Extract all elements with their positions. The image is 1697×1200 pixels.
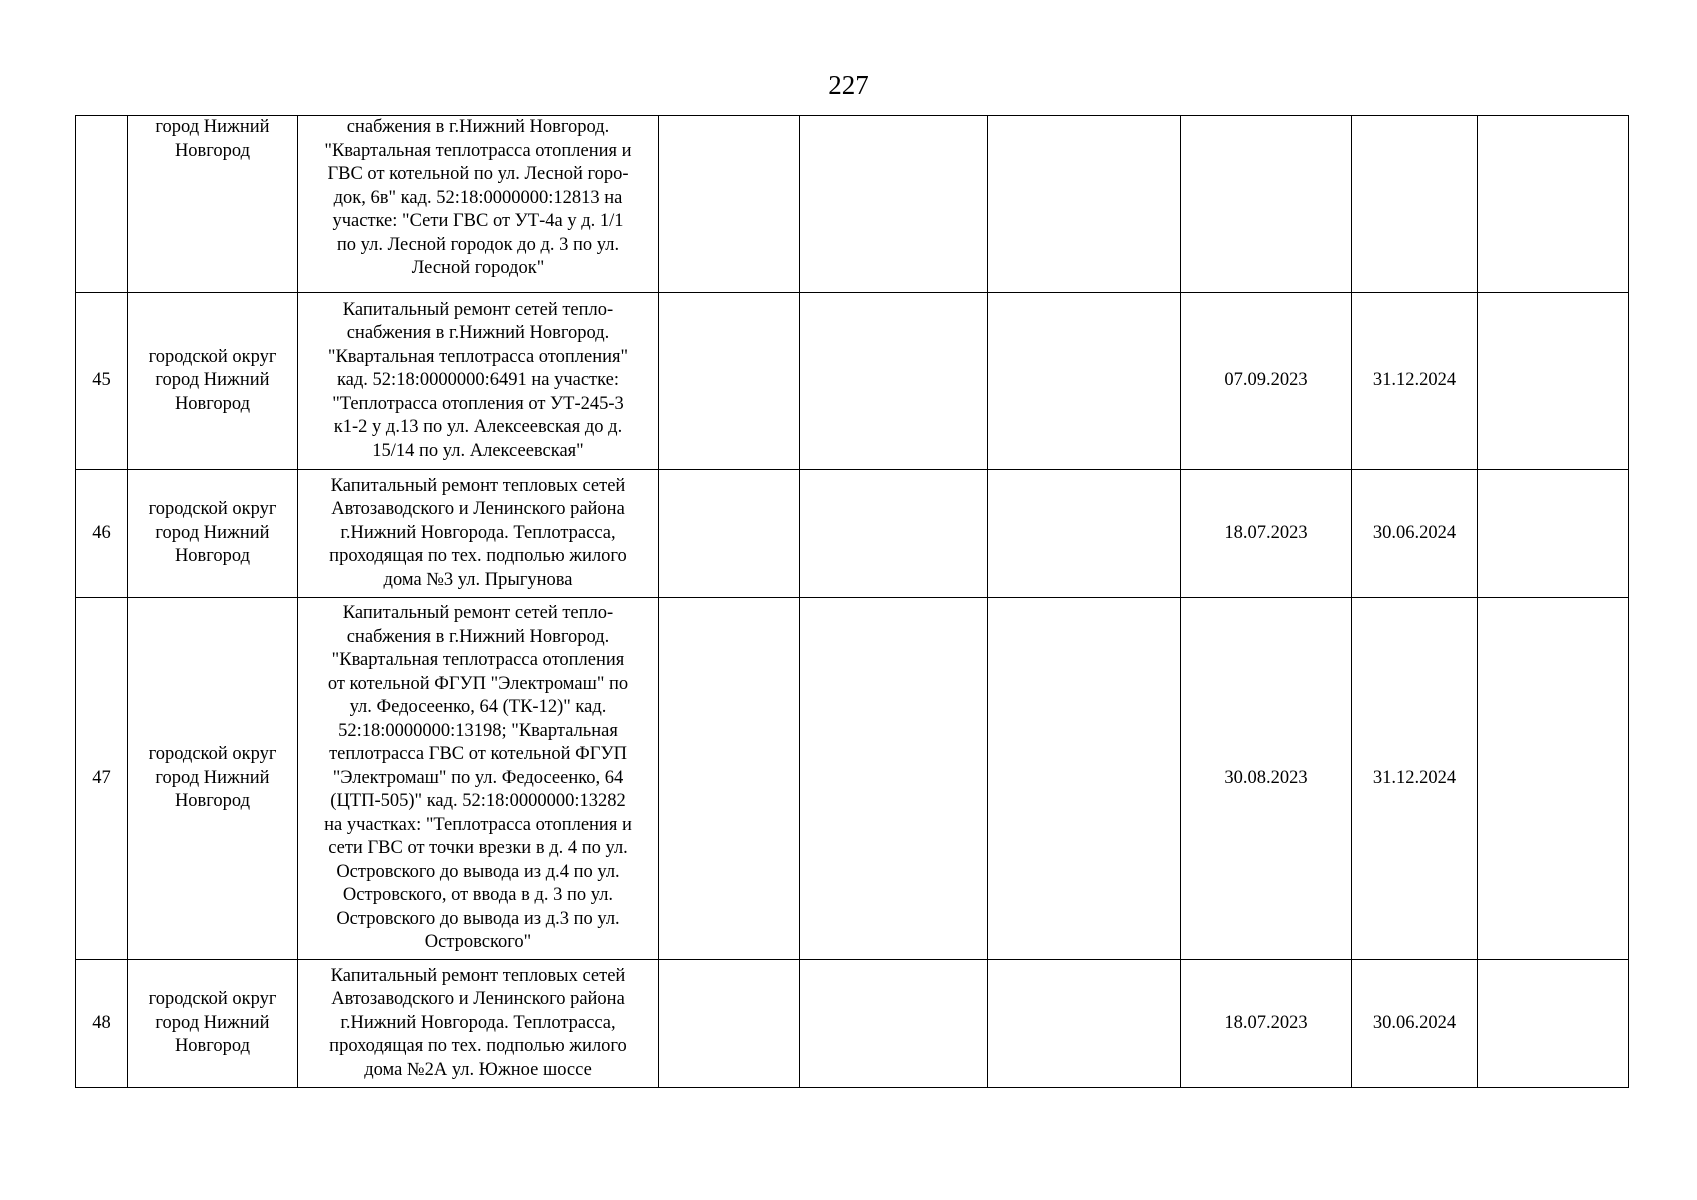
- municipality-cell: город Нижний Новгород: [128, 116, 298, 293]
- start-date-cell: 18.07.2023: [1181, 470, 1352, 598]
- description-cell: Капитальный ремонт тепловых сетей Автозаводского и Ленинского района г.Нижний Новгорода. Теплотрасса, проходящая по тех. подполью жилого дома №2А ул. Южное шоссе: [298, 960, 659, 1088]
- empty-cell: [800, 598, 988, 960]
- empty-cell: [659, 116, 800, 293]
- municipality-cell: городской округ город Нижний Новгород: [128, 960, 298, 1088]
- description-cell: Капитальный ремонт сетей тепло- снабжения в г.Нижний Новгород. "Квартальная теплотрасса отопления" кад. 52:18:0000000:6491 на участке: "Теплотрасса отопления от УТ-245-3 к1-2 у д.13 по ул. Алексеевская до д. 15/14 по ул. Алексеевская": [298, 293, 659, 470]
- empty-cell: [1478, 598, 1629, 960]
- empty-cell: [659, 293, 800, 470]
- empty-cell: [988, 293, 1181, 470]
- empty-cell: [1478, 293, 1629, 470]
- end-date-cell: [1352, 116, 1478, 293]
- row-number: 48: [76, 960, 128, 1088]
- municipality-cell: городской округ город Нижний Новгород: [128, 470, 298, 598]
- description-cell: снабжения в г.Нижний Новгород. "Квартальная теплотрасса отопления и ГВС от котельной по ул. Лесной горо- док, 6в" кад. 52:18:0000000:12813 на участке: "Сети ГВС от УТ-4а у д. 1/1 по ул. Лесной городок до д. 3 по ул. Лесной городок": [298, 116, 659, 293]
- empty-cell: [800, 470, 988, 598]
- empty-cell: [988, 960, 1181, 1088]
- end-date-cell: 31.12.2024: [1352, 293, 1478, 470]
- start-date-cell: 18.07.2023: [1181, 960, 1352, 1088]
- start-date-cell: 07.09.2023: [1181, 293, 1352, 470]
- empty-cell: [800, 116, 988, 293]
- start-date-cell: [1181, 116, 1352, 293]
- end-date-cell: 30.06.2024: [1352, 470, 1478, 598]
- municipality-cell: городской округ город Нижний Новгород: [128, 598, 298, 960]
- row-number: [76, 116, 128, 293]
- table-row: [76, 116, 1629, 293]
- end-date-cell: 31.12.2024: [1352, 598, 1478, 960]
- row-number: 46: [76, 470, 128, 598]
- row-number: 45: [76, 293, 128, 470]
- end-date-cell: 30.06.2024: [1352, 960, 1478, 1088]
- municipality-cell: городской округ город Нижний Новгород: [128, 293, 298, 470]
- empty-cell: [988, 116, 1181, 293]
- row-number: 47: [76, 598, 128, 960]
- empty-cell: [659, 470, 800, 598]
- empty-cell: [659, 960, 800, 1088]
- empty-cell: [659, 598, 800, 960]
- table-row: [76, 960, 1629, 1088]
- empty-cell: [800, 960, 988, 1088]
- description-cell: Капитальный ремонт сетей тепло- снабжения в г.Нижний Новгород. "Квартальная теплотрасса отопления от котельной ФГУП "Электромаш" по ул. Федосеенко, 64 (ТК-12)" кад. 52:18:0000000:13198; "Квартальная теплотрасса ГВС от котельной ФГУП "Электромаш" по ул. Федосеенко, 64 (ЦТП-505)" кад. 52:18:0000000:13282 на участках: "Теплотрасса отопления и сети ГВС от точки врезки в д. 4 по ул. Островского до вывода из д.4 по ул. Островского, от ввода в д. 3 по ул. Островского до вывода из д.3 по ул. Островского": [298, 598, 659, 960]
- start-date-cell: 30.08.2023: [1181, 598, 1352, 960]
- page-number: 227: [828, 70, 869, 100]
- description-cell: Капитальный ремонт тепловых сетей Автозаводского и Ленинского района г.Нижний Новгорода. Теплотрасса, проходящая по тех. подполью жилого дома №3 ул. Прыгунова: [298, 470, 659, 598]
- empty-cell: [988, 598, 1181, 960]
- empty-cell: [1478, 960, 1629, 1088]
- empty-cell: [800, 293, 988, 470]
- table-row: [76, 470, 1629, 598]
- works-table: [75, 115, 1629, 1088]
- table-row: [76, 598, 1629, 960]
- table-row: [76, 293, 1629, 470]
- empty-cell: [1478, 470, 1629, 598]
- empty-cell: [988, 470, 1181, 598]
- empty-cell: [1478, 116, 1629, 293]
